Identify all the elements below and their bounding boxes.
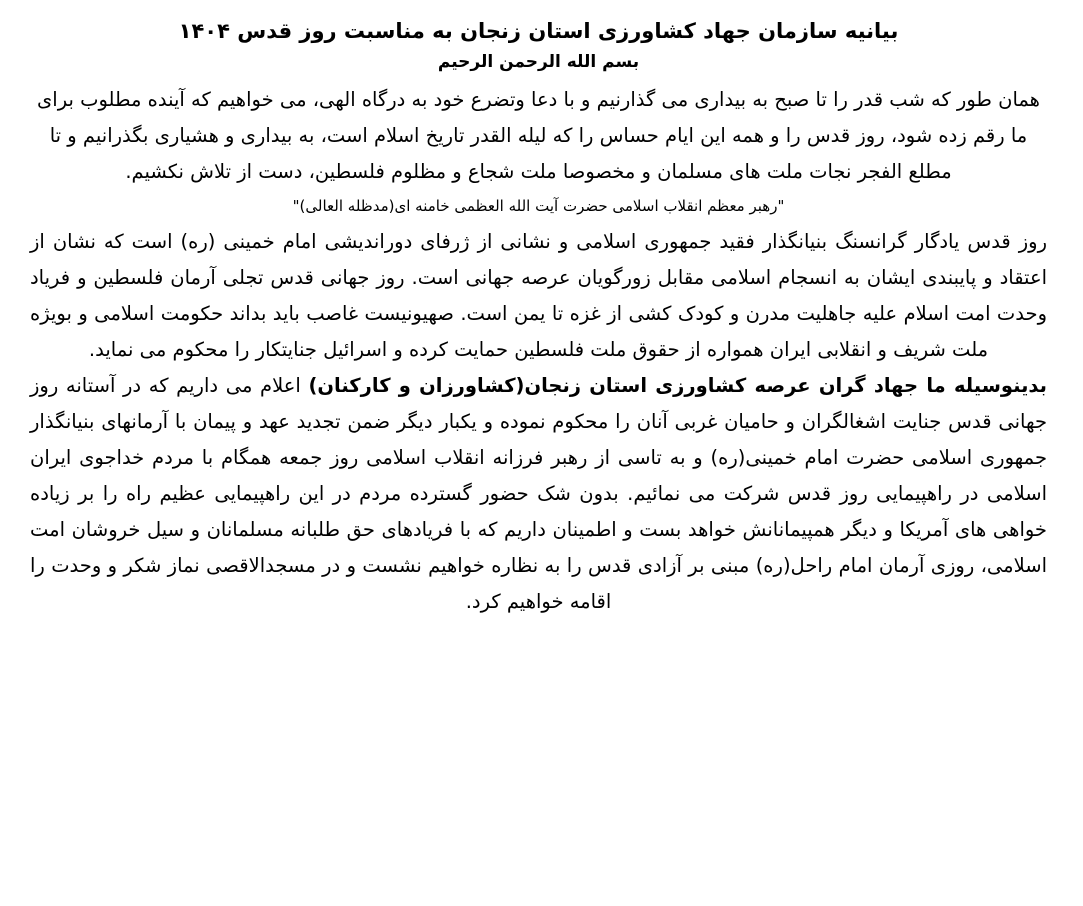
paragraph-quds-day: روز قدس یادگار گرانسنگ بنیانگذار فقید جمهوری اسلامی و نشانی از ژرفای دوراندیشی امام خمینی (ره) است که نشان از اعتقاد و پایبندی ایشان به انسجام اسلامی مقابل زورگویان عرصه جهانی است. روز جهانی قدس تجلی آرمان فلسطین و فریاد وحدت امت اسلام علیه جاهلیت مدرن و کودک کشی از غزه تا یمن است. صهیونیست غاصب باید بداند حکومت اسلامی و بویژه ملت شریف و انقلابی ایران همواره از حقوق ملت فلسطین حمایت کرده و اسرائیل جنایتکار را محکوم می نماید.: [30, 230, 1047, 361]
paragraph-declaration: [30, 368, 1047, 620]
quote-attribution: "رهبر معظم انقلاب اسلامی حضرت آیت الله العظمی خامنه ای(مدظله العالی)": [292, 197, 785, 215]
basmala-line: بسم الله الرحمن الرحیم: [437, 52, 640, 72]
declaration-body: اعلام می داریم که در آستانه روز جهانی قدس جنایت اشغالگران و حامیان غربی آنان را محکوم نموده و یکبار دیگر ضمن تجدید عهد و پیمان با آرمانهای بنیانگذار جمهوری اسلامی حضرت امام خمینی(ره) و به تاسی از رهبر فرزانه انقلاب اسلامی روز جمعه همگام با مردم خداجوی ایران اسلامی در راهپیمایی روز قدس شرکت می نمائیم. بدون شک حضور گسترده مردم در این راهپیمایی عظیم راه را بر زیاده خواهی های آمریکا و دیگر همپیمانانش خواهد بست و اطمینان داریم که با فریادهای حق طلبانه مسلمانان و سیل خروشان امت اسلامی، روزی آرمان امام راحل(ره) مبنی بر آزادی قدس را به نظاره خواهیم نشست و در مسجدالاقصی نماز شکر و وحدت را اقامه خواهیم کرد.: [30, 374, 1047, 613]
declaration-lead: بدینوسیله ما جهاد گران عرصه کشاورزی استان زنجان(کشاورزان و کارکنان): [308, 374, 1047, 397]
statement-title: بیانیه سازمان جهاد کشاورزی استان زنجان به مناسبت روز قدس ۱۴۰۴: [178, 19, 899, 43]
leader-quote: همان طور که شب قدر را تا صبح به بیداری می گذارنیم و با دعا وتضرع خود به درگاه الهی، می خواهیم که آینده مطلوب برای ما رقم زده شود، روز قدس را و همه این ایام حساس را که لیله القدر تاریخ اسلام است، به بیداری و هشیاری بگذرانیم و تا مطلع الفجر نجات ملت های مسلمان و مخصوصا ملت شجاع و مظلوم فلسطین، دست از تلاش نکشیم.: [37, 88, 1040, 183]
